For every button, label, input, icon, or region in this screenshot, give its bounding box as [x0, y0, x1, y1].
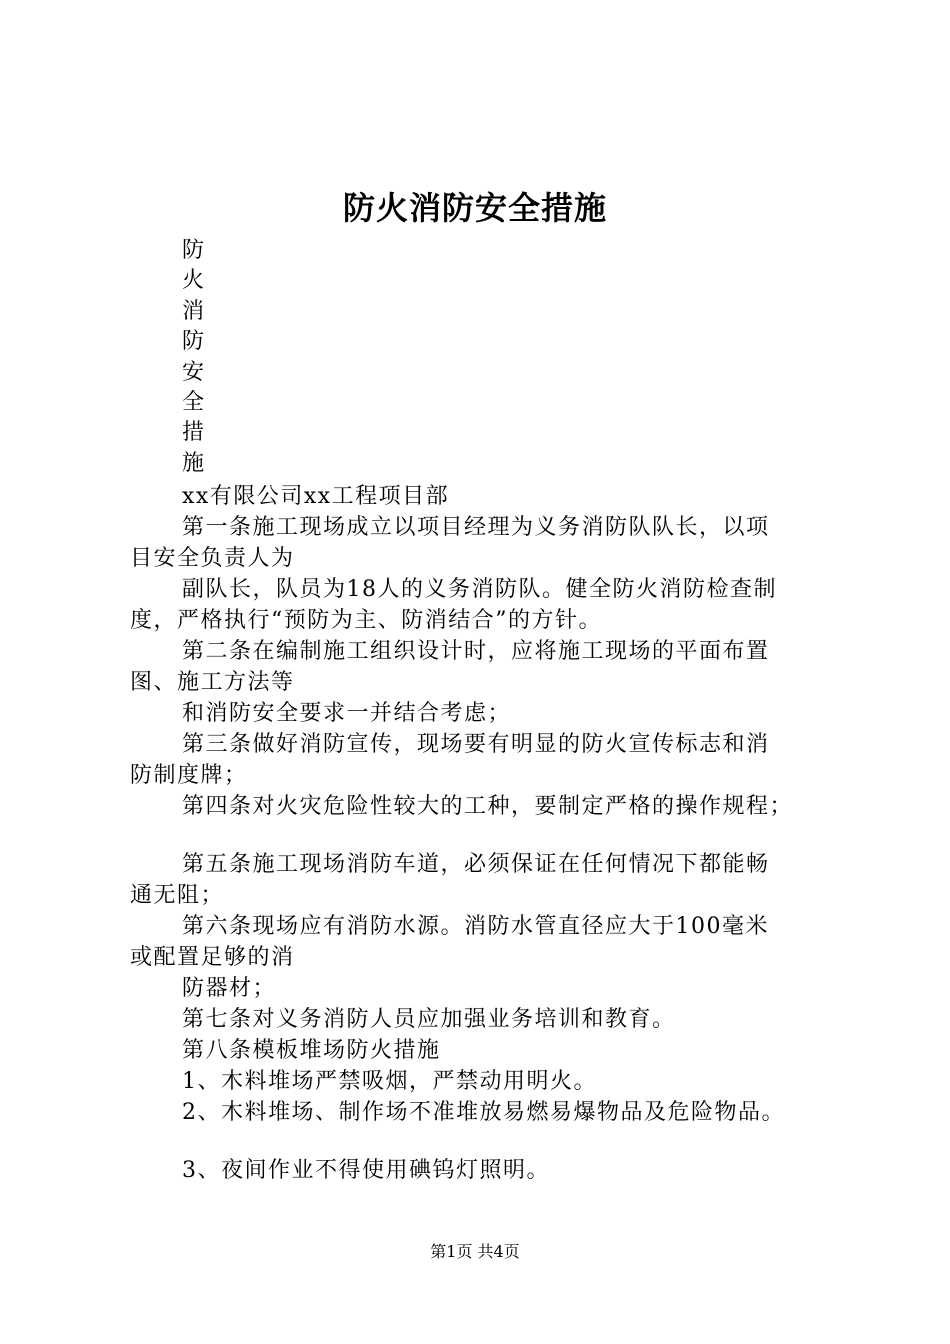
article-8-heading: 第八条模板堆场防火措施	[182, 1038, 441, 1063]
vertical-char: 施	[182, 450, 205, 476]
vertical-title	[182, 236, 204, 479]
vertical-char: 防	[182, 329, 205, 355]
vertical-char: 全	[182, 390, 205, 416]
article-6-line: 防器材；	[182, 976, 277, 1001]
list-item: 1、木料堆场严禁吸烟，严禁动用明火。	[182, 1069, 597, 1094]
article-2-line: 和消防安全要求一并结合考虑；	[182, 701, 512, 726]
article-7-line: 第七条对义务消防人员应加强业务培训和教育。	[182, 1007, 676, 1032]
article-2-line-cont: 图、施工方法等	[130, 670, 295, 695]
article-1-line: 副队长，队员为18人的义务消防队。健全防火消防检查制	[182, 577, 777, 602]
vertical-char: 措	[182, 420, 205, 446]
article-1-line: 第一条施工现场成立以项目经理为义务消防队队长，以项	[182, 515, 770, 540]
article-6-line-cont: 或配置足够的消	[130, 945, 295, 970]
vertical-char: 火	[182, 268, 205, 294]
article-1-line-cont: 目安全负责人为	[130, 546, 295, 571]
article-3-line-cont: 防制度牌；	[130, 763, 248, 788]
vertical-char: 防	[182, 238, 205, 263]
article-6-line: 第六条现场应有消防水源。消防水管直径应大于100毫米	[182, 914, 769, 939]
article-5-line: 第五条施工现场消防车道，必须保证在任何情况下都能畅	[182, 852, 770, 877]
page-footer: 第1页 共4页	[430, 1242, 520, 1261]
list-item: 3、夜间作业不得使用碘钨灯照明。	[182, 1158, 550, 1183]
page-title: 防火消防安全措施	[342, 189, 607, 227]
document-body	[130, 481, 835, 1186]
article-2-line: 第二条在编制施工组织设计时，应将施工现场的平面布置	[182, 639, 770, 664]
blank-line	[130, 1128, 835, 1155]
vertical-char: 安	[182, 359, 205, 385]
company-line: xx有限公司xx工程项目部	[182, 484, 450, 509]
article-5-line-cont: 通无阻；	[130, 883, 225, 908]
list-item: 2、木料堆场、制作场不准堆放易燃易爆物品及危险物品。	[182, 1100, 785, 1125]
article-3-line: 第三条做好消防宣传，现场要有明显的防火宣传标志和消	[182, 732, 770, 757]
vertical-char: 消	[182, 298, 205, 324]
blank-line	[130, 822, 835, 849]
article-1-line-cont: 度，严格执行“预防为主、防消结合”的方针。	[130, 608, 602, 633]
article-4-line: 第四条对火灾危险性较大的工种，要制定严格的操作规程；	[182, 794, 794, 819]
